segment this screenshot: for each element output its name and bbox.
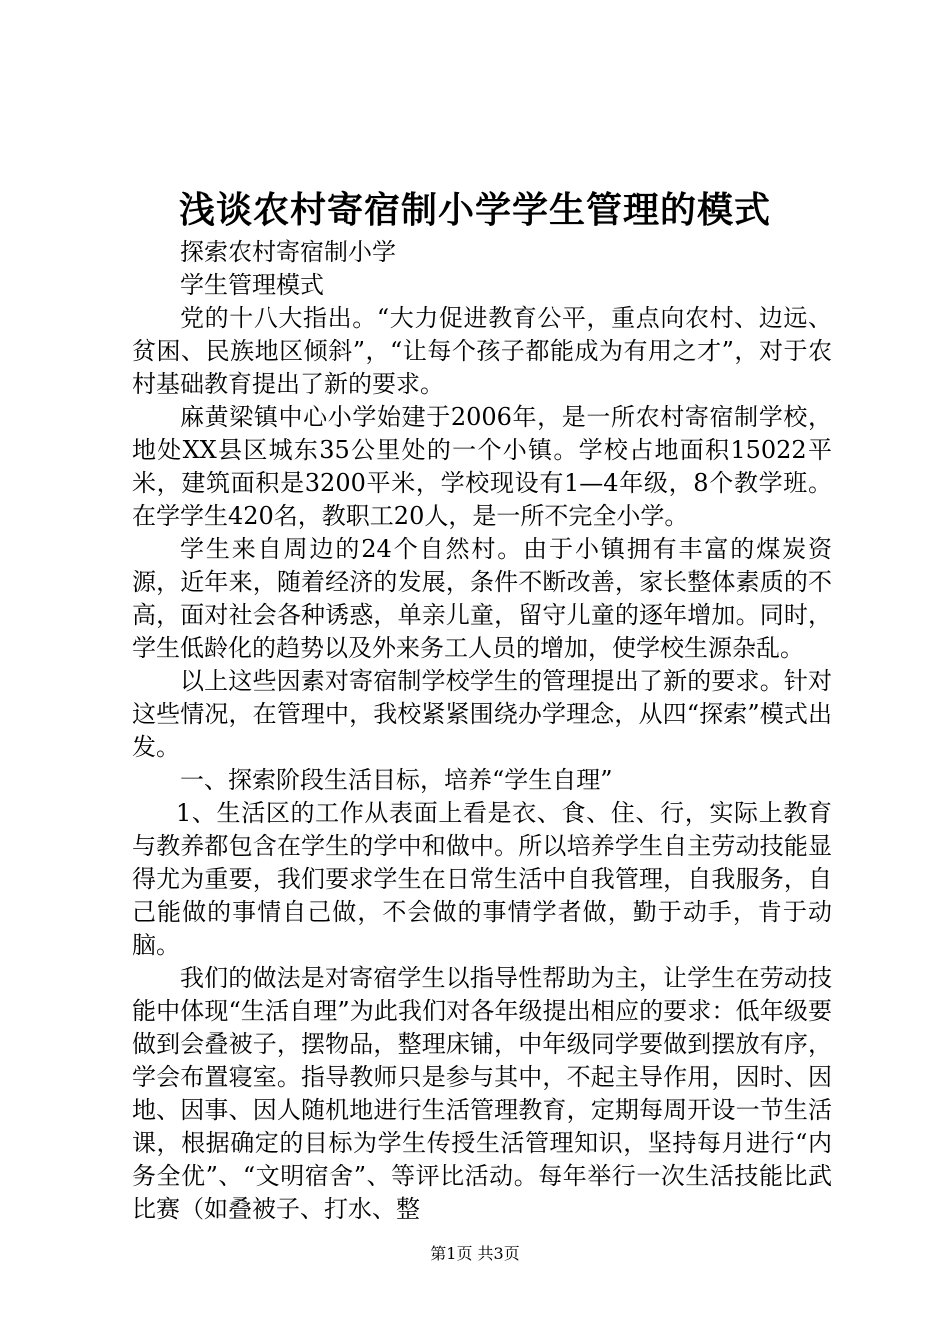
paragraph: 探索农村寄宿制小学 (180, 238, 396, 266)
paragraph: 学生来自周边的24个自然村。由于小镇拥有丰富的煤炭资源，近年来，随着经济的发展，条件不断改善，家长整体素质的不高，面对社会各种诱惑，单亲儿童，留守儿童的逐年增加。同时，学生低龄化的趋势以及外来务工人员的增加，使学校生源杂乱。 (132, 535, 832, 662)
document-title: 浅谈农村寄宿制小学学生管理的模式 (178, 189, 771, 231)
paragraph: 党的十八大指出。“大力促进教育公平，重点向农村、边远、贫困、民族地区倾斜”，“让每个孩子都能成为有用之才”，对于农村基础教育提出了新的要求。 (132, 304, 832, 398)
paragraph: 以上这些因素对寄宿制学校学生的管理提出了新的要求。针对这些情况，在管理中，我校紧紧围绕办学理念，从四“探索”模式出发。 (132, 667, 832, 761)
paragraph: 一、探索阶段生活目标，培养“学生自理” (180, 766, 613, 794)
paragraph: 1、生活区的工作从表面上看是衣、食、住、行，实际上教育与教养都包含在学生的学中和做中。所以培养学生自主劳动技能显得尤为重要，我们要求学生在日常生活中自我管理，自我服务，自己能做的事情自己做，不会做的事情学者做，勤于动手，肯于动脑。 (132, 799, 832, 959)
page-footer: 第1页 共3页 (430, 1244, 520, 1263)
paragraph: 我们的做法是对寄宿学生以指导性帮助为主，让学生在劳动技能中体现“生活自理”为此我们对各年级提出相应的要求：低年级要做到会叠被子，摆物品，整理床铺，中年级同学要做到摆放有序，学会布置寝室。指导教师只是参与其中，不起主导作用，因时、因地、因事、因人随机地进行生活管理教育，定期每周开设一节生活课，根据确定的目标为学生传授生活管理知识，坚持每月进行“内务全优”、“文明宿舍”、等评比活动。每年举行一次生活技能比武比赛（如叠被子、打水、整 (132, 964, 832, 1223)
paragraph: 学生管理模式 (180, 271, 324, 299)
paragraph: 麻黄梁镇中心小学始建于2006年，是一所农村寄宿制学校，地处XX县区城东35公里处的一个小镇。学校占地面积15022平米，建筑面积是3200平米，学校现设有1—4年级，8个教学班。在学学生420名，教职工20人，是一所不完全小学。 (132, 403, 832, 530)
document-body (132, 236, 832, 1226)
